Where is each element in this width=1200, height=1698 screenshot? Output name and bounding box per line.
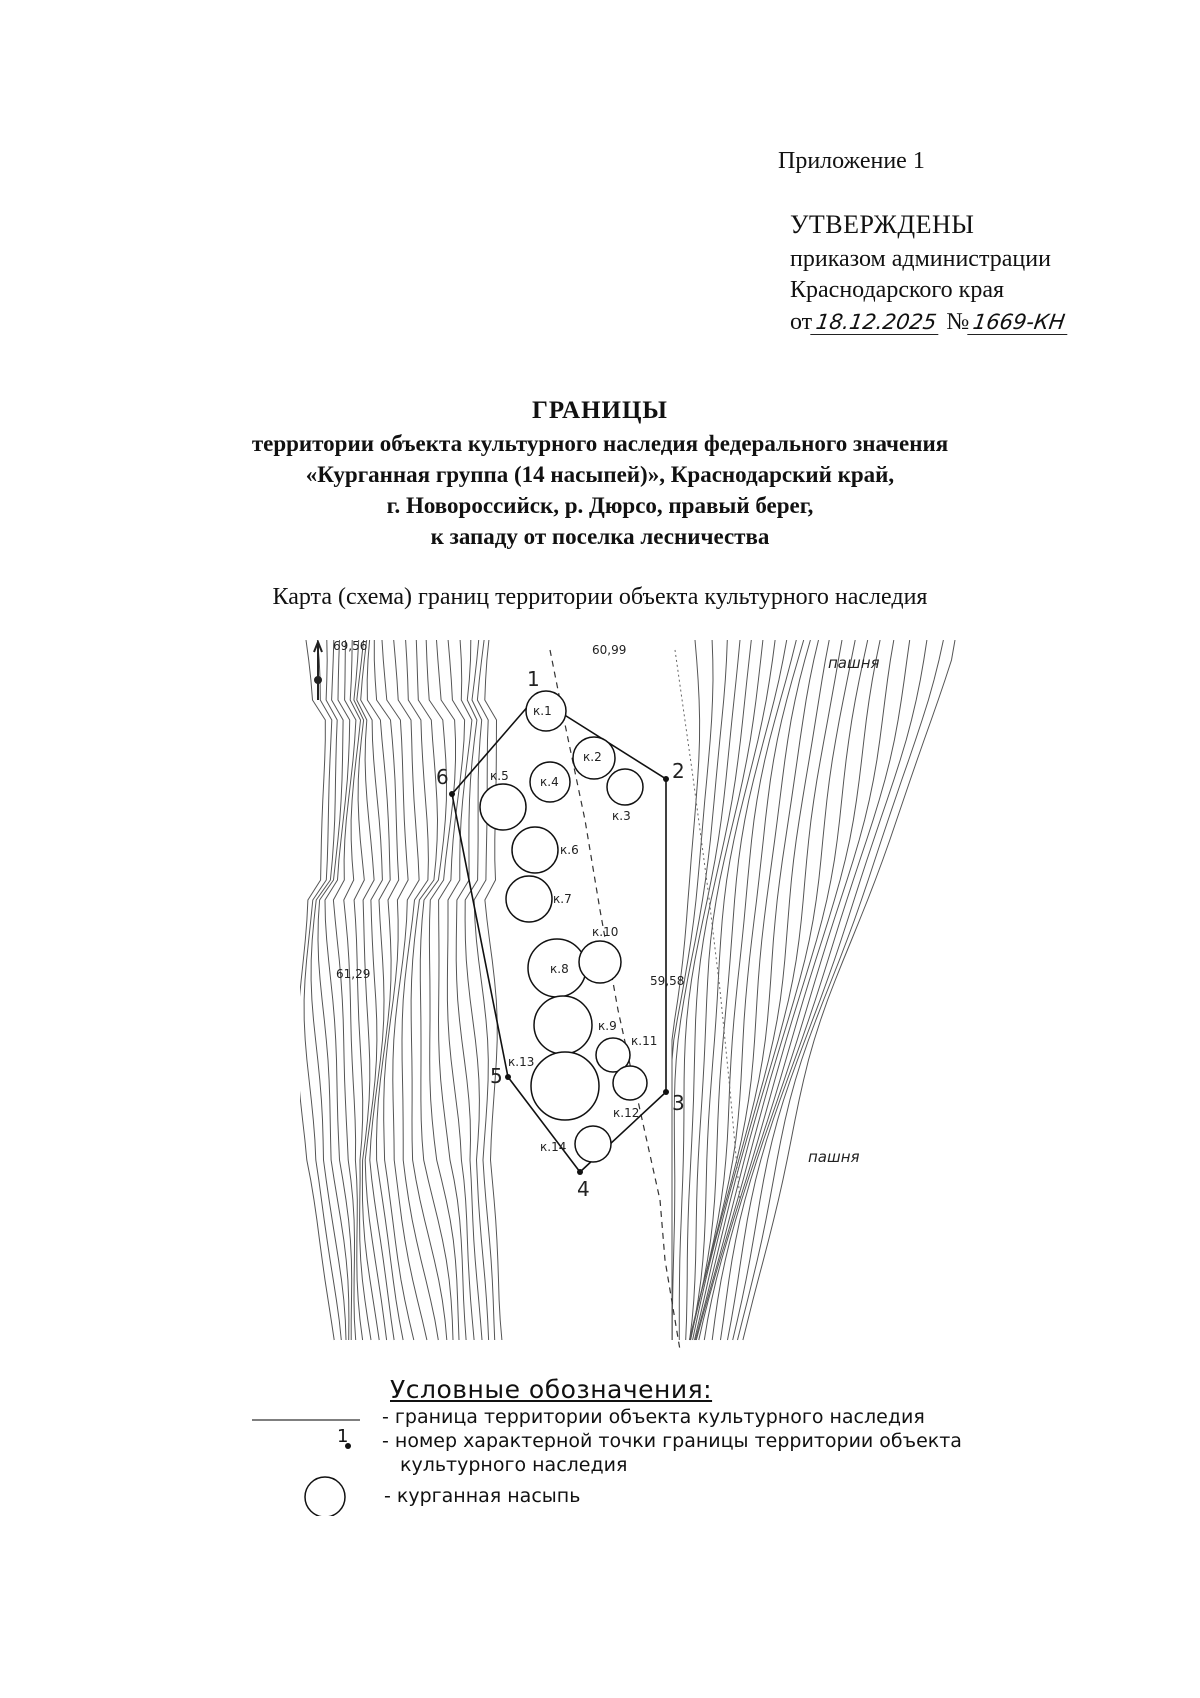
contour-line-west bbox=[382, 640, 414, 1340]
elevation-label-4: 59,58 bbox=[650, 974, 685, 988]
legend-point-text-2: культурного наследия bbox=[400, 1454, 628, 1476]
order-line-2: Краснодарского края bbox=[790, 277, 1005, 303]
mound-label-11: к.11 bbox=[631, 1034, 658, 1048]
boundary-point-6-label: 6 bbox=[436, 765, 449, 789]
boundary-point-3-marker bbox=[663, 1089, 669, 1095]
mound-label-3: к.3 bbox=[612, 809, 631, 823]
title-line-5: к западу от поселка лесничества bbox=[430, 524, 770, 549]
field-label-south: пашня bbox=[808, 1148, 860, 1166]
legend-mound-text: - курганная насыпь bbox=[384, 1485, 581, 1507]
boundary-point-5-marker bbox=[505, 1074, 511, 1080]
contour-line-west bbox=[474, 640, 495, 1340]
contour-line-west bbox=[429, 640, 459, 1340]
contour-line-west bbox=[354, 640, 371, 1340]
mound-label-10: к.10 bbox=[592, 925, 619, 939]
mound-12-circle bbox=[613, 1066, 647, 1100]
mound-label-13: к.13 bbox=[508, 1055, 535, 1069]
boundary-point-1-label: 1 bbox=[527, 667, 540, 691]
boundary-point-2-label: 2 bbox=[672, 759, 685, 783]
mound-6-circle bbox=[512, 827, 558, 873]
contour-line-east bbox=[689, 640, 796, 1340]
contour-line-west bbox=[325, 640, 352, 1340]
order-date-number-line bbox=[790, 309, 1069, 336]
approved-heading: УТВЕРЖДЕНЫ bbox=[790, 210, 975, 239]
contour-line-west bbox=[304, 640, 341, 1340]
title-line-4: г. Новороссийск, р. Дюрсо, правый берег, bbox=[386, 493, 814, 518]
mound-14-circle bbox=[575, 1126, 611, 1162]
contour-line-east bbox=[690, 640, 763, 1340]
title-line-2: территории объекта культурного наследия федерального значения bbox=[251, 431, 949, 456]
order-number-handwritten: 1669-КН bbox=[968, 310, 1071, 335]
boundary-point-4-marker bbox=[577, 1169, 583, 1175]
elevation-label-3: 61,29 bbox=[336, 967, 371, 981]
elevation-label-1: 69,56 bbox=[333, 640, 368, 653]
boundary-point-5-label: 5 bbox=[490, 1064, 503, 1088]
mound-label-2: к.2 bbox=[583, 750, 602, 764]
contour-line-east bbox=[728, 640, 910, 1340]
north-arrow-icon bbox=[314, 642, 322, 700]
site-map bbox=[300, 640, 960, 1360]
boundary-point-3-label: 3 bbox=[672, 1091, 685, 1115]
mound-label-1: к.1 bbox=[533, 704, 552, 718]
contour-line-west bbox=[311, 640, 346, 1340]
mound-label-12: к.12 bbox=[613, 1106, 640, 1120]
mound-3-circle bbox=[607, 769, 643, 805]
contour-line-west bbox=[420, 640, 453, 1340]
legend-title: Условные обозначения: bbox=[390, 1375, 713, 1404]
mound-label-5: к.5 bbox=[490, 769, 509, 783]
contour-lines-east bbox=[672, 640, 955, 1340]
order-line-1: приказом администрации bbox=[790, 246, 1051, 272]
contour-line-west bbox=[318, 640, 349, 1340]
mound-circles bbox=[480, 691, 647, 1162]
mound-label-6: к.6 bbox=[560, 843, 579, 857]
order-prefix: от bbox=[790, 309, 813, 335]
contour-lines-west bbox=[300, 640, 502, 1340]
boundary-point-6-marker bbox=[449, 791, 455, 797]
mound-5-circle bbox=[480, 784, 526, 830]
mound-7-circle bbox=[506, 876, 552, 922]
contour-line-east bbox=[743, 640, 955, 1340]
mound-label-4: к.4 bbox=[540, 775, 559, 789]
field-label-north: пашня bbox=[828, 654, 880, 672]
legend-mound-circle-icon bbox=[305, 1477, 345, 1516]
contour-line-east bbox=[712, 640, 880, 1340]
legend-symbols bbox=[250, 1406, 380, 1516]
contour-line-east bbox=[733, 640, 927, 1340]
mound-9-circle bbox=[534, 996, 592, 1054]
boundary-point-4-label: 4 bbox=[577, 1177, 590, 1201]
elevation-label-2: 60,99 bbox=[592, 643, 627, 657]
document-title bbox=[100, 395, 1100, 552]
appendix-label: Приложение 1 bbox=[778, 148, 925, 174]
contour-line-west bbox=[465, 640, 489, 1340]
contour-line-west bbox=[300, 640, 334, 1340]
mound-label-14: к.14 bbox=[540, 1140, 567, 1154]
title-line-3: «Курганная группа (14 насыпей)», Краснодарский край, bbox=[305, 462, 895, 487]
mound-label-9: к.9 bbox=[598, 1019, 617, 1033]
mound-10-circle bbox=[579, 941, 621, 983]
contour-line-east bbox=[704, 640, 867, 1340]
title-line-1: ГРАНИЦЫ bbox=[532, 397, 668, 424]
mound-label-7: к.7 bbox=[553, 892, 572, 906]
mound-13-circle bbox=[531, 1052, 599, 1120]
boundary-point-2-marker bbox=[663, 776, 669, 782]
mound-label-8: к.8 bbox=[550, 962, 569, 976]
legend-boundary-text: - граница территории объекта культурного наследия bbox=[382, 1406, 925, 1428]
order-number-prefix: № bbox=[946, 309, 970, 335]
map-subtitle: Карта (схема) границ территории объекта культурного наследия bbox=[272, 584, 928, 610]
legend-point-symbol: 1 bbox=[337, 1426, 349, 1447]
legend-point-text-1: - номер характерной точки границы территории объекта bbox=[382, 1430, 962, 1452]
order-date-handwritten: 18.12.2025 bbox=[810, 310, 942, 335]
